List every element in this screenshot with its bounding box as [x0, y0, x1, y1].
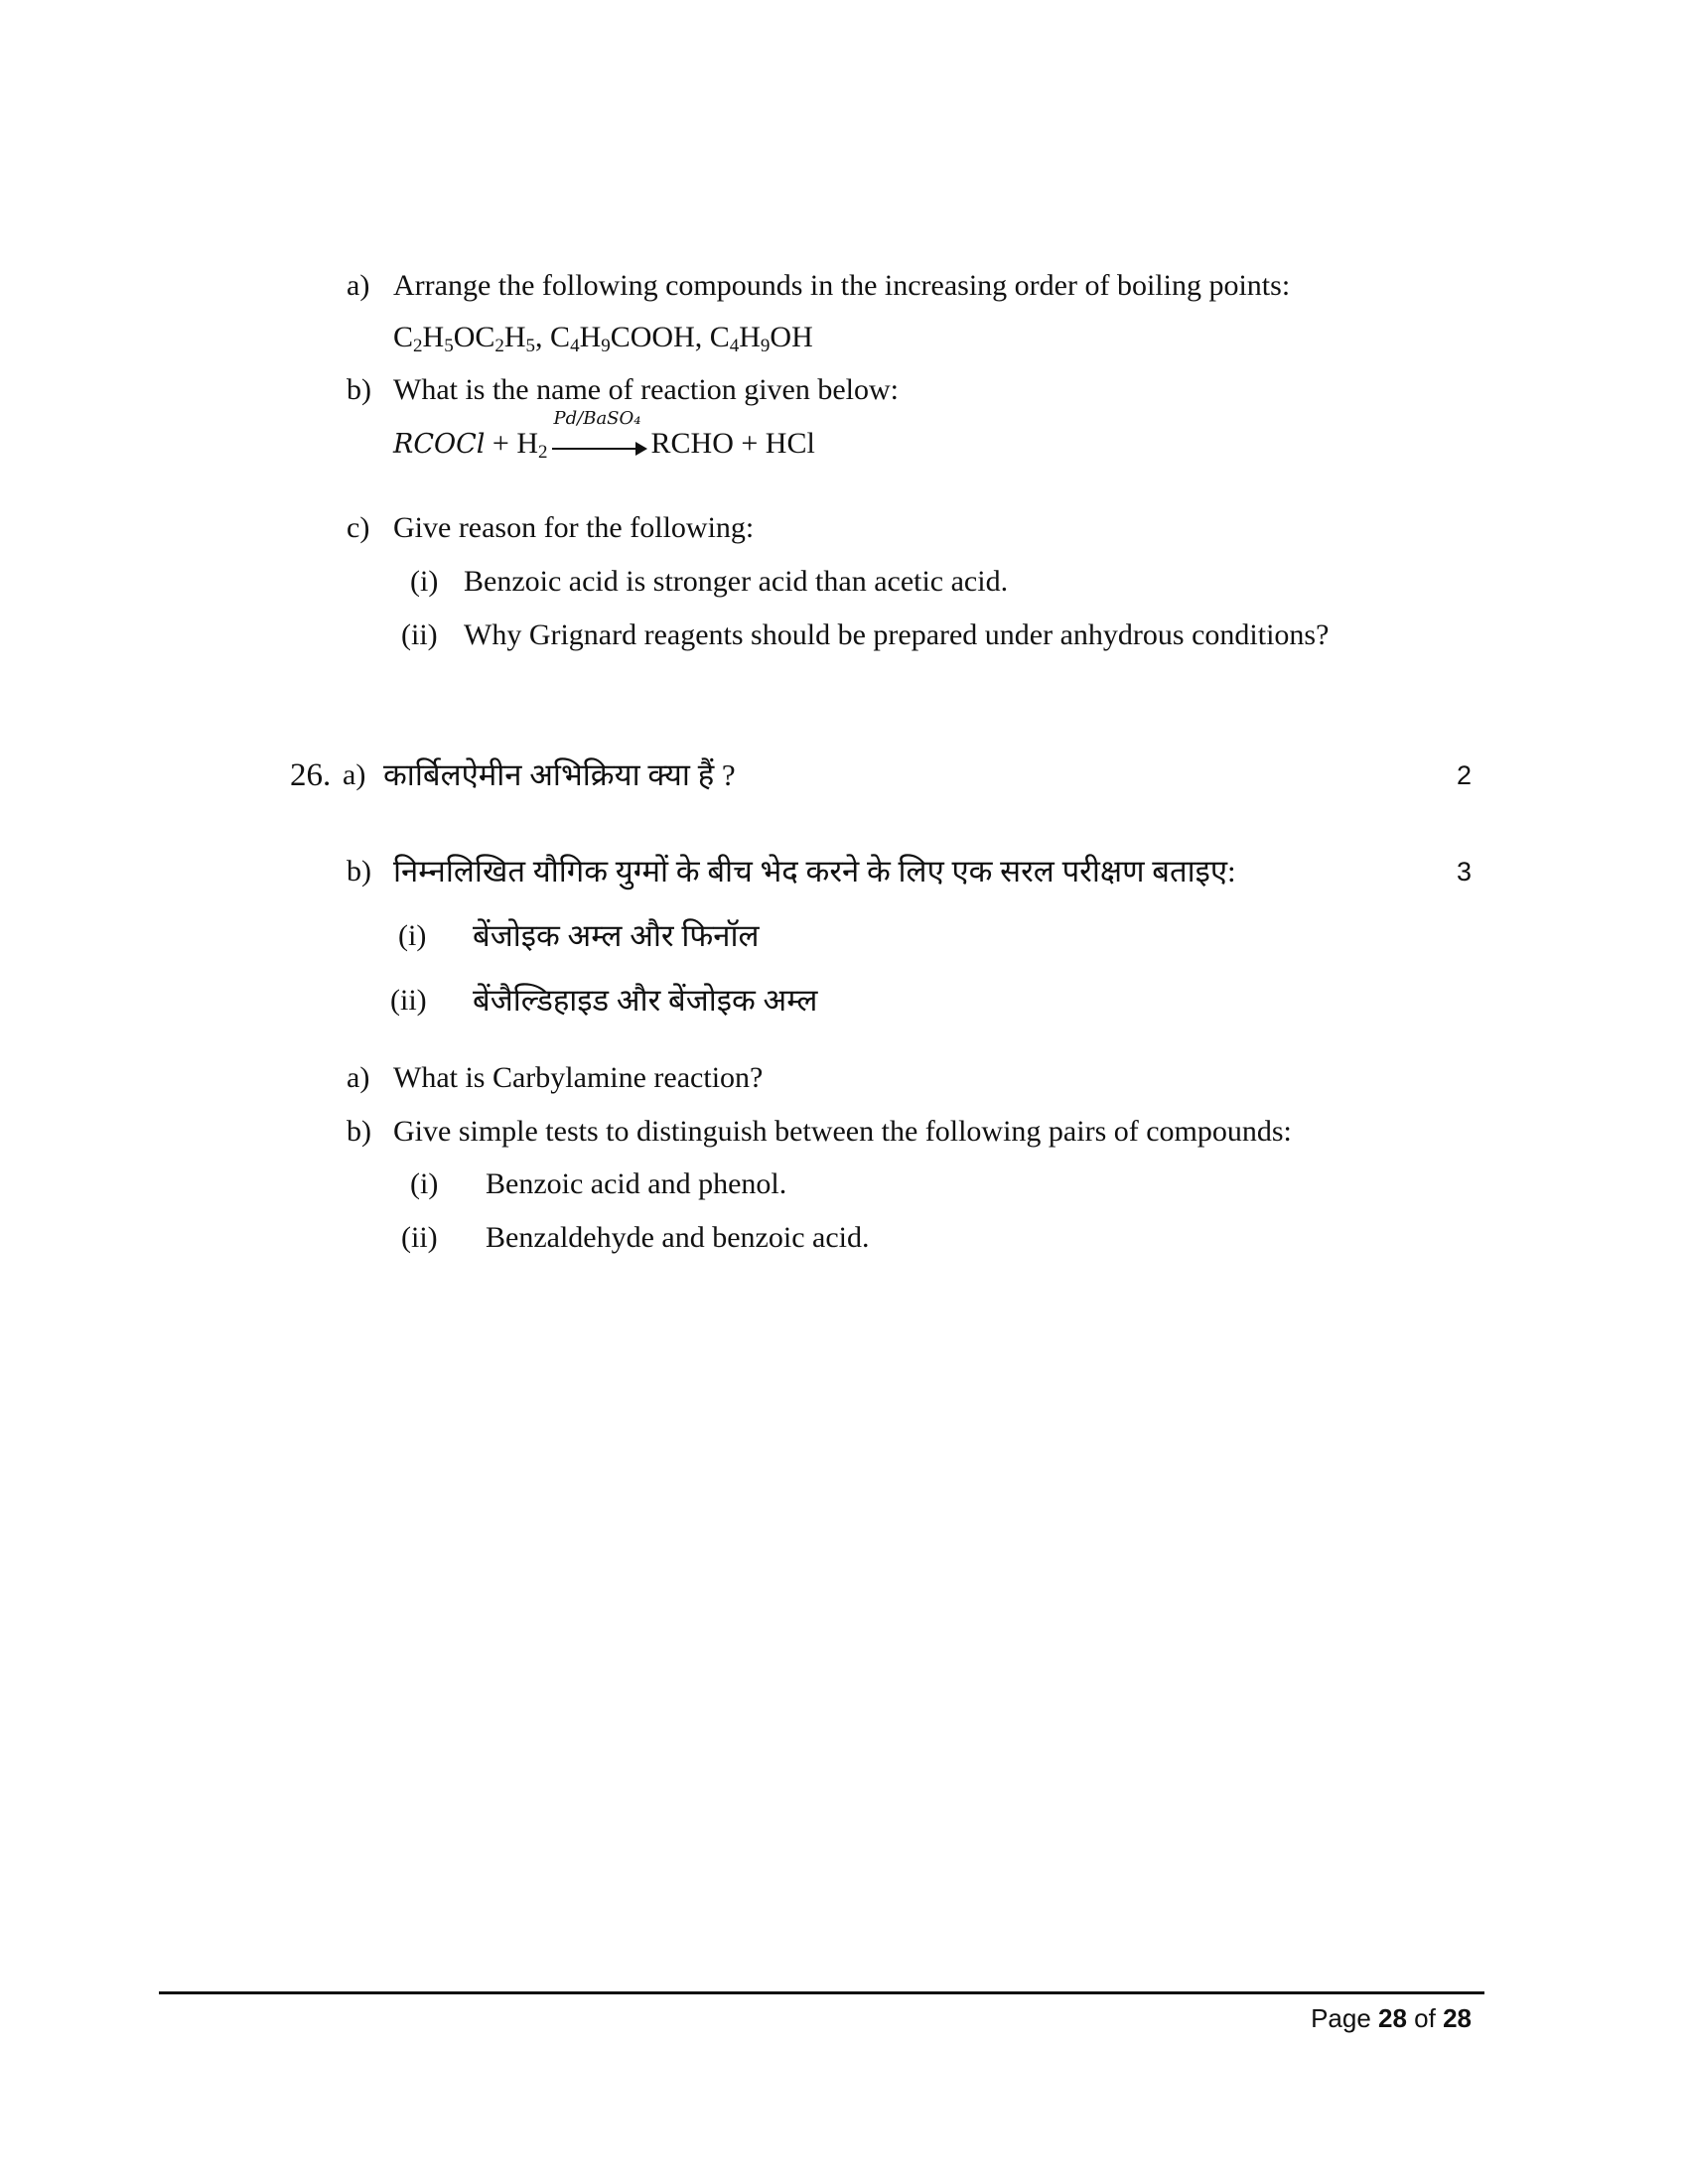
q26b-hindi-label: b)	[347, 855, 371, 887]
hindi-item-text: बेंजोइक अम्ल और फिनॉल	[473, 918, 760, 953]
q25a-label: a)	[347, 269, 370, 302]
q25c-label: c)	[347, 511, 370, 544]
q26a-label: a)	[347, 1061, 370, 1094]
q26a-hindi-text: कार्बिलऐमीन अभिक्रिया क्या हैं ?	[383, 757, 736, 792]
q25c-item-text: Benzoic acid is stronger acid than acetic acid.	[464, 565, 1009, 598]
q26b-item-text: Benzoic acid and phenol.	[486, 1167, 787, 1200]
q25c-item-label: (i)	[410, 565, 439, 598]
catalyst: Pd/BaSO₄	[553, 408, 641, 430]
hindi-item-label: (ii)	[390, 984, 427, 1017]
reactant: RCOCl	[393, 429, 486, 460]
footer-divider	[159, 1991, 1484, 1994]
q26b-item-text: Benzaldehyde and benzoic acid.	[486, 1221, 870, 1254]
q26a-hindi-label: a)	[343, 758, 366, 791]
q26b-item-label: (i)	[410, 1167, 439, 1200]
q25b-text: What is the name of reaction given below:	[393, 373, 899, 406]
q25b-label: b)	[347, 373, 371, 406]
reaction-arrow-icon	[552, 408, 647, 464]
marks-2: 2	[1457, 760, 1473, 790]
question-number: 26.	[290, 757, 332, 793]
hindi-item-label: (i)	[398, 919, 427, 952]
q25c-text: Give reason for the following:	[393, 511, 755, 544]
hindi-item-text: बेंजैल्डिहाइड और बेंजोइक अम्ल	[473, 983, 818, 1018]
q26b-text: Give simple tests to distinguish between the following pairs of compounds:	[393, 1115, 1292, 1148]
q25c-item-label: (ii)	[401, 618, 438, 651]
rosenmund-reaction-equation: RCOCl + $H_2$ Pd/BaSO₄ RCHO + HCl	[393, 408, 815, 463]
q26b-label: b)	[347, 1115, 371, 1148]
q25c-item-text: Why Grignard reagents should be prepared under anhydrous conditions?	[464, 618, 1330, 651]
page-number: Page 28 of 28	[1311, 2003, 1472, 2033]
marks-3: 3	[1457, 857, 1473, 887]
q26a-text: What is Carbylamine reaction?	[393, 1061, 764, 1094]
q25a-text: Arrange the following compounds in the increasing order of boiling points:	[393, 269, 1291, 302]
boiling-point-compounds: $C_2H_5OC_2H_5$, $C_4H_9COOH$, $C_4H_9OH$	[393, 321, 813, 356]
q26b-hindi-text: निम्नलिखित यौगिक युग्मों के बीच भेद करने के लिए एक सरल परीक्षण बताइए:	[393, 854, 1236, 888]
products: RCHO + HCl	[650, 427, 815, 460]
q26b-item-label: (ii)	[401, 1221, 438, 1254]
